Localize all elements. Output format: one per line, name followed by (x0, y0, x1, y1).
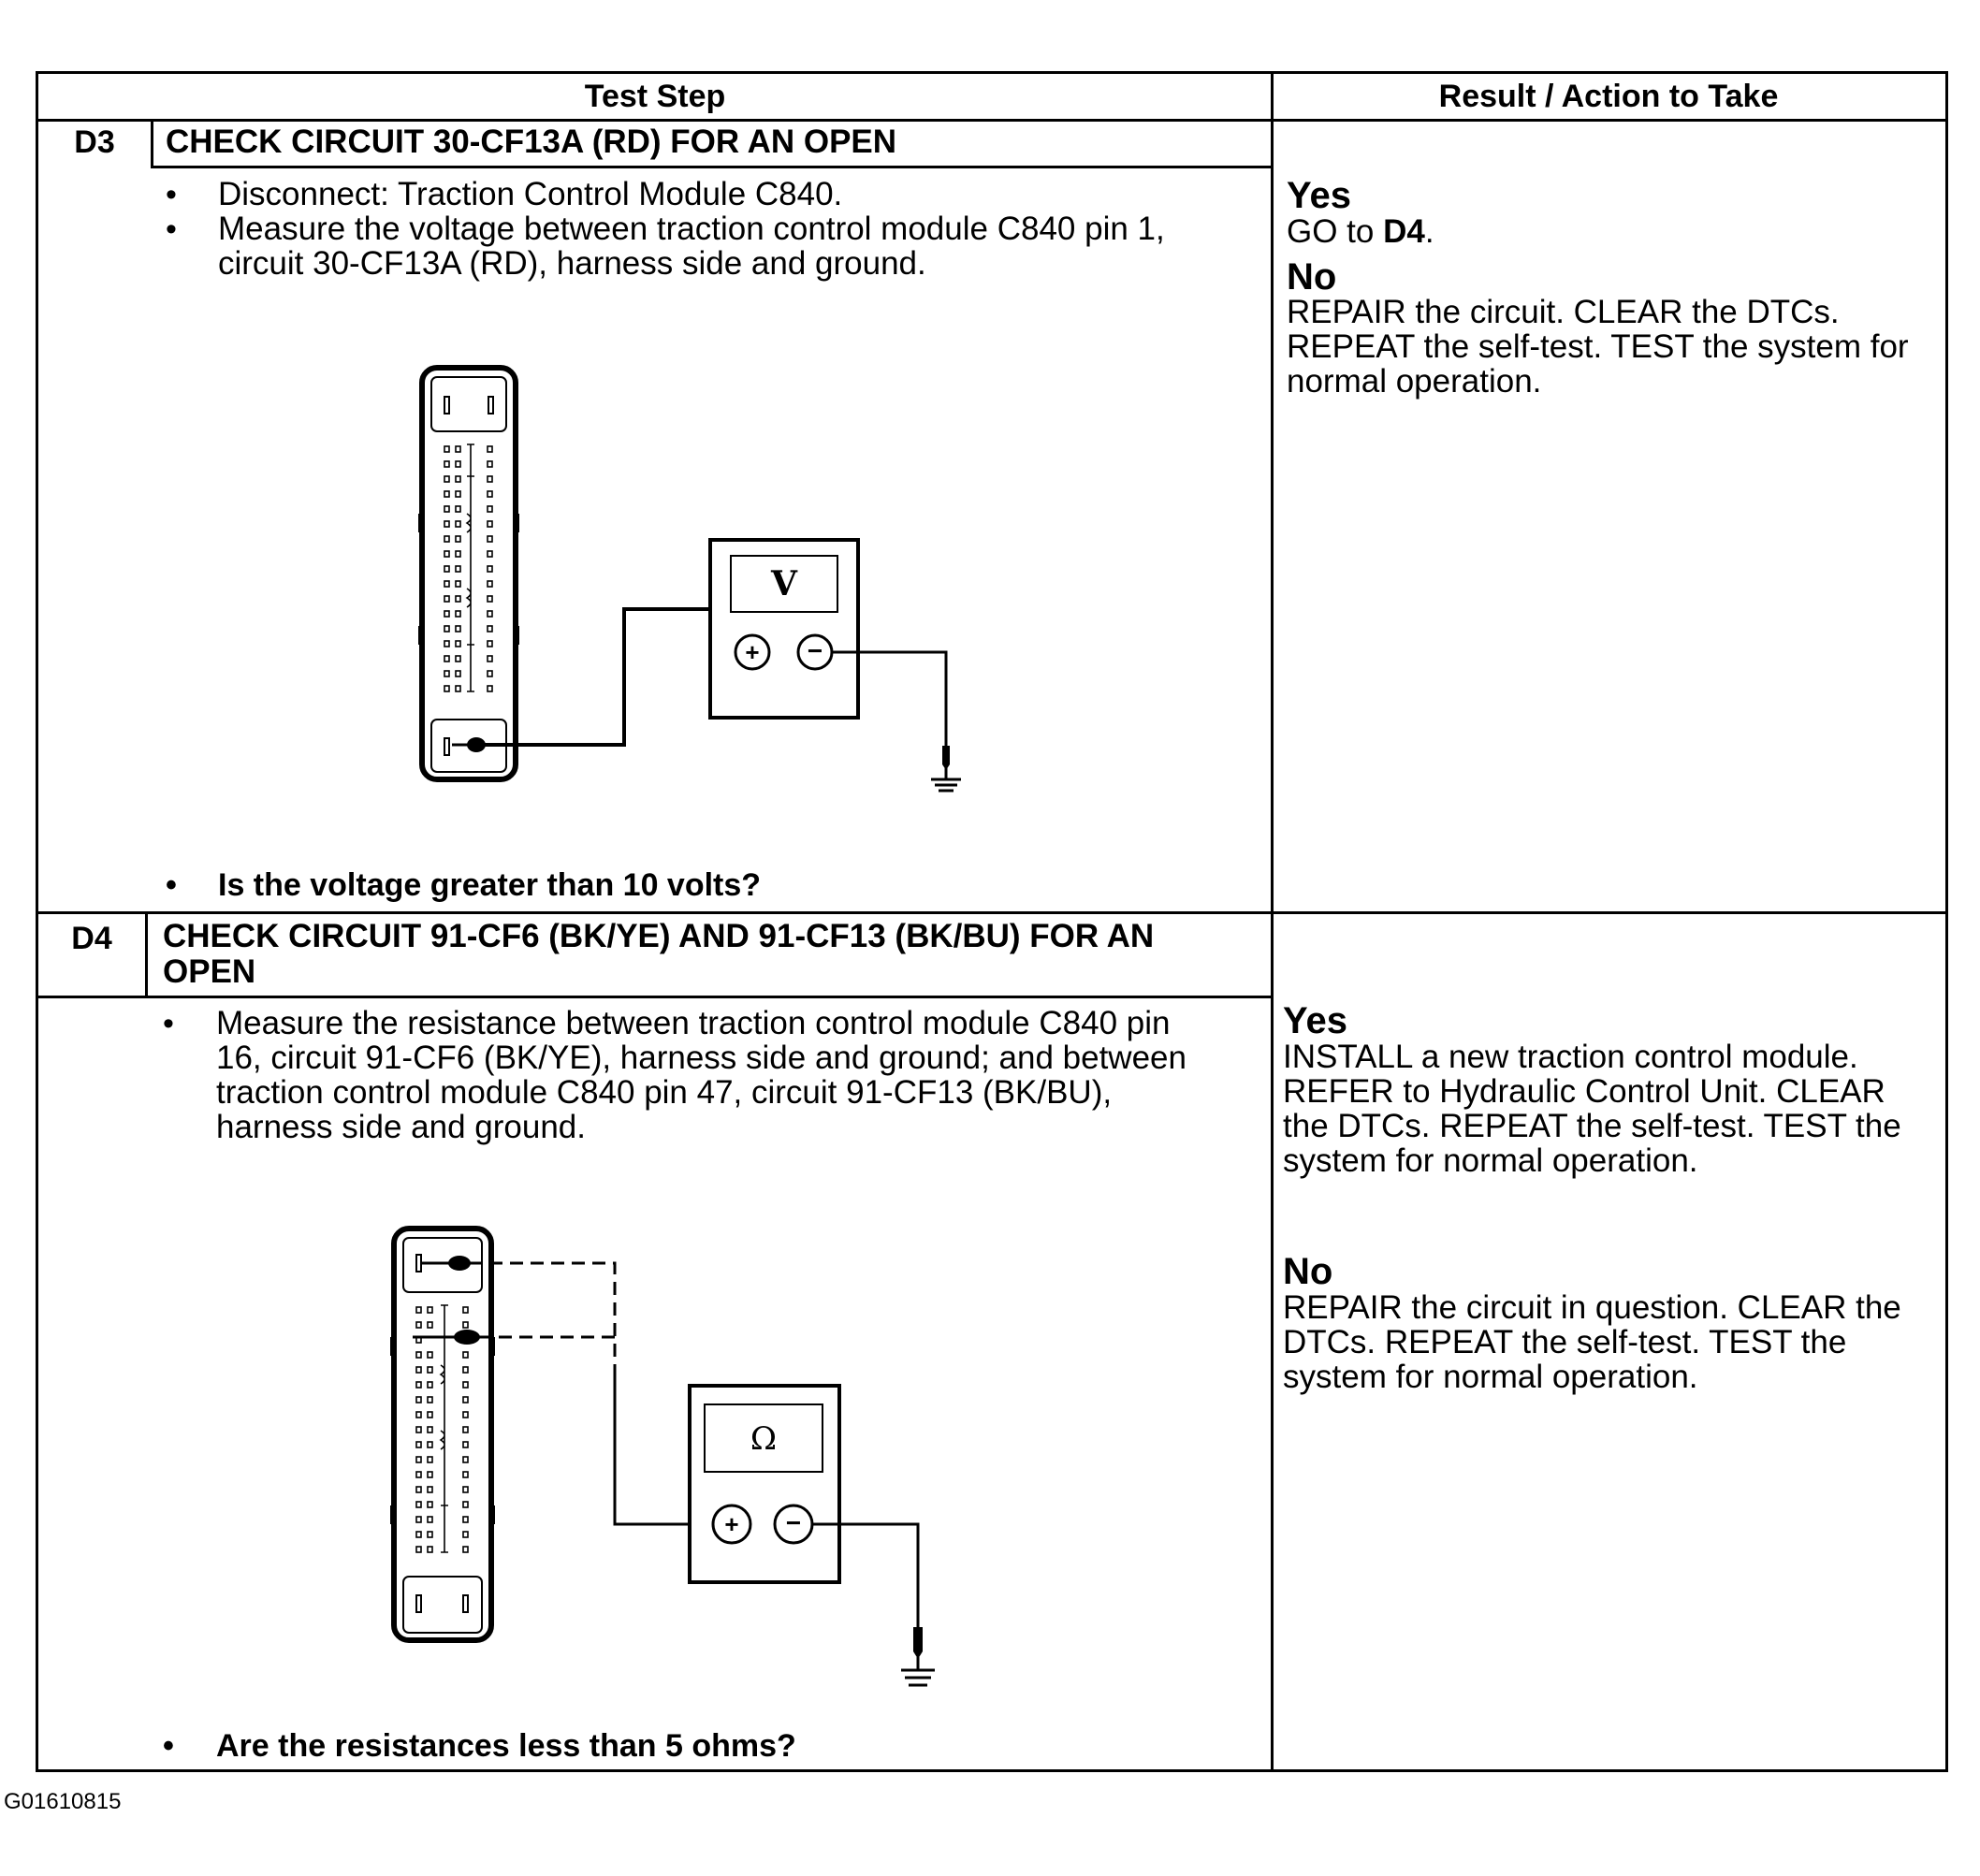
step-title-d3: CHECK CIRCUIT 30-CF13A (RD) FOR AN OPEN (166, 124, 897, 160)
svg-text:+: + (745, 638, 760, 666)
d3-title-divider (151, 166, 1271, 168)
result-yes-label: Yes (1283, 1000, 1347, 1041)
step-instruction: Measure the resistance between traction control module C840 pin 16, circuit 91-CF6 (BK/YE), harness side and ground; and between traction control module C840 pin 47, circuit 91-CF13 (BK/BU), harness side and ground. (216, 1005, 1187, 1145)
result-no-label: No (1283, 1251, 1333, 1292)
step-id-d3: D3 (74, 124, 115, 160)
bullet: • (166, 867, 177, 903)
meter-symbol: V (771, 564, 797, 604)
column-divider (1271, 74, 1274, 1769)
connector-c840 (394, 1229, 491, 1640)
figure-id: G01610815 (4, 1789, 122, 1814)
d4-id-divider (145, 911, 148, 996)
bullet: • (166, 177, 177, 212)
d3-id-divider (151, 119, 153, 167)
svg-text:−: − (807, 636, 823, 665)
d4-title-divider (38, 996, 1271, 998)
ground-icon (931, 766, 961, 791)
result-yes-label: Yes (1287, 175, 1351, 216)
step-instruction: Disconnect: Traction Control Module C840. (218, 176, 843, 212)
result-no-action: REPAIR the circuit. CLEAR the DTCs. REPEAT the self-test. TEST the system for normal operation. (1287, 294, 1909, 400)
ohmmeter-diagram (385, 1225, 965, 1730)
result-yes-action: INSTALL a new traction control module. REFER to Hydraulic Control Unit. CLEAR the DTCs. REPEAT the self-test. TEST the system for normal operation. (1283, 1039, 1901, 1179)
step-question-d4: Are the resistances less than 5 ohms? (216, 1728, 796, 1764)
connector-c840 (422, 368, 516, 779)
ground-icon (901, 1657, 935, 1685)
header-test-step: Test Step (584, 79, 726, 114)
result-yes-action: GO to D4. (1287, 213, 1434, 250)
svg-text:−: − (785, 1508, 802, 1537)
voltmeter-diagram (413, 364, 993, 794)
header-result-action: Result / Action to Take (1438, 79, 1779, 114)
bullet: • (166, 211, 177, 247)
result-no-action: REPAIR the circuit in question. CLEAR the DTCs. REPEAT the self-test. TEST the system for normal operation. (1283, 1289, 1901, 1395)
svg-text:+: + (724, 1510, 739, 1538)
result-no-label: No (1287, 256, 1337, 298)
test-step-table (36, 71, 1948, 1772)
header-divider (38, 119, 1945, 122)
row-divider (38, 911, 1945, 914)
step-question-d3: Is the voltage greater than 10 volts? (218, 867, 762, 903)
ohmmeter (690, 1386, 839, 1582)
bullet: • (163, 1006, 174, 1041)
step-instruction: Measure the voltage between traction control module C840 pin 1, circuit 30-CF13A (RD), harness side and ground. (218, 211, 1165, 282)
bullet: • (163, 1728, 174, 1764)
step-title-d4: CHECK CIRCUIT 91-CF6 (BK/YE) AND 91-CF13 (BK/BU) FOR AN OPEN (163, 918, 1155, 990)
meter-symbol: Ω (750, 1420, 778, 1458)
step-id-d4: D4 (71, 921, 112, 956)
